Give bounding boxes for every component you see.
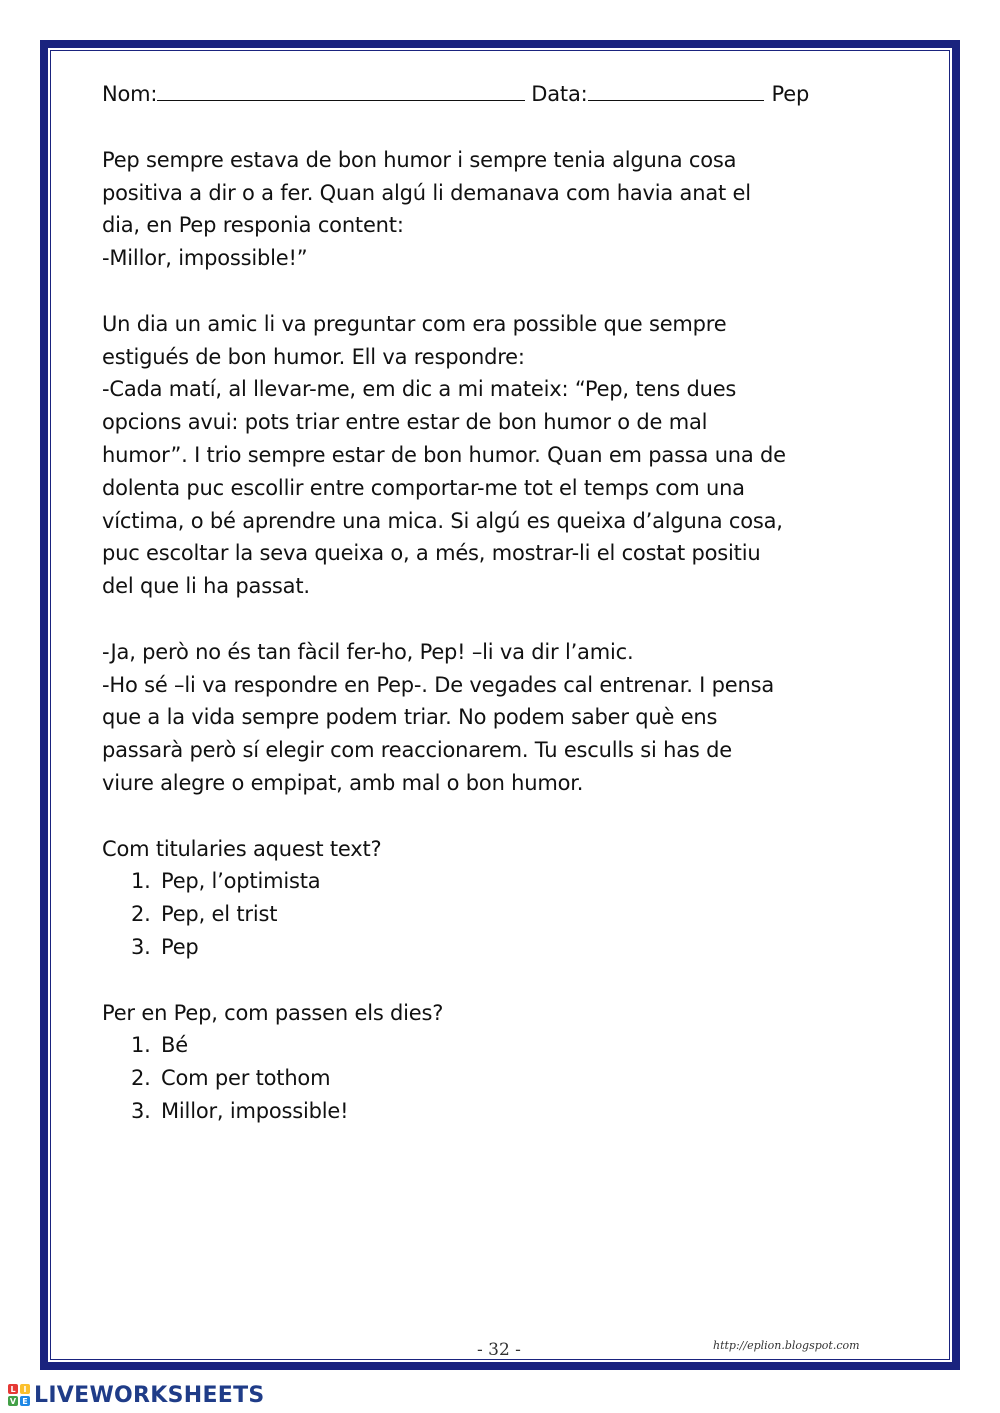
- paragraph-line: -Ja, però no és tan fàcil fer-ho, Pep! –li va dir l’amic.: [102, 639, 634, 664]
- paragraph: [102, 308, 822, 603]
- date-label: Data:: [531, 82, 588, 106]
- page-number: - 32 -: [477, 1340, 521, 1360]
- option-label: Pep: [161, 934, 199, 959]
- date-input-line[interactable]: [588, 80, 764, 101]
- worksheet-title: Pep: [771, 82, 810, 106]
- paragraph: [102, 144, 822, 275]
- answer-option[interactable]: [131, 1062, 822, 1095]
- answer-option[interactable]: [131, 1029, 822, 1062]
- paragraph-line: que a la vida sempre podem triar. No podem saber què ens: [102, 705, 718, 730]
- paragraph-line: -Cada matí, al llevar-me, em dic a mi mateix: “Pep, tens dues: [102, 377, 737, 402]
- logo-tile: I: [20, 1384, 30, 1394]
- paragraph-line: víctima, o bé aprendre una mica. Si algú es queixa d’alguna cosa,: [102, 508, 783, 533]
- name-label: Nom:: [102, 82, 158, 106]
- option-number: 2.: [131, 1066, 151, 1091]
- questions-section: [102, 833, 822, 1128]
- option-number: 3.: [131, 934, 151, 959]
- paragraph-line: -Ho sé –li va respondre en Pep-. De vegades cal entrenar. I pensa: [102, 672, 774, 697]
- liveworksheets-logo-icon: [8, 1384, 30, 1406]
- paragraph-line: Un dia un amic li va preguntar com era possible que sempre: [102, 311, 727, 336]
- header-line: [102, 78, 822, 111]
- liveworksheets-brand: [8, 1382, 265, 1408]
- paragraph-line: dolenta puc escollir entre comportar-me tot el temps com una: [102, 475, 745, 500]
- option-label: Com per tothom: [161, 1066, 331, 1091]
- answer-options: [102, 1029, 822, 1127]
- brand-text: LIVEWORKSHEETS: [34, 1382, 265, 1408]
- paragraph-line: estigués de bon humor. Ell va respondre:: [102, 344, 525, 369]
- logo-tile: V: [9, 1396, 17, 1406]
- paragraph-line: puc escoltar la seva queixa o, a més, mostrar-li el costat positiu: [102, 541, 761, 566]
- story-text: [102, 144, 822, 800]
- paragraph-line: opcions avui: pots triar entre estar de bon humor o de mal: [102, 410, 708, 435]
- paragraph-line: viure alegre o empipat, amb mal o bon humor.: [102, 770, 584, 795]
- option-label: Pep, el trist: [161, 902, 278, 927]
- option-number: 1.: [131, 869, 151, 894]
- option-number: 1.: [131, 1033, 151, 1058]
- option-number: 2.: [131, 902, 151, 927]
- answer-option[interactable]: [131, 931, 822, 964]
- paragraph-line: -Millor, impossible!”: [102, 246, 308, 271]
- answer-option[interactable]: [131, 898, 822, 931]
- paragraph-line: del que li ha passat.: [102, 574, 310, 599]
- paragraph-line: passarà però sí elegir com reaccionarem. Tu esculls si has de: [102, 738, 732, 763]
- option-label: Millor, impossible!: [161, 1098, 349, 1123]
- paragraph-line: dia, en Pep responia content:: [102, 213, 404, 238]
- paragraph: [102, 636, 822, 800]
- option-label: Bé: [161, 1033, 188, 1058]
- answer-option[interactable]: [131, 1095, 822, 1128]
- worksheet-content: [102, 78, 822, 1161]
- question-text: Com titularies aquest text?: [102, 836, 382, 861]
- paragraph-line: Pep sempre estava de bon humor i sempre tenia alguna cosa: [102, 147, 737, 172]
- answer-options: [102, 865, 822, 963]
- option-label: Pep, l’optimista: [161, 869, 321, 894]
- logo-tile: E: [20, 1396, 30, 1406]
- answer-option[interactable]: [131, 865, 822, 898]
- paragraph-line: positiva a dir o a fer. Quan algú li demanava com havia anat el: [102, 180, 751, 205]
- paragraph-line: humor”. I trio sempre estar de bon humor. Quan em passa una de: [102, 442, 786, 467]
- name-input-line[interactable]: [157, 80, 525, 101]
- option-number: 3.: [131, 1098, 151, 1123]
- question-text: Per en Pep, com passen els dies?: [102, 1000, 444, 1025]
- logo-tile: L: [8, 1384, 18, 1394]
- footer-url: http://eplion.blogspot.com: [713, 1339, 860, 1352]
